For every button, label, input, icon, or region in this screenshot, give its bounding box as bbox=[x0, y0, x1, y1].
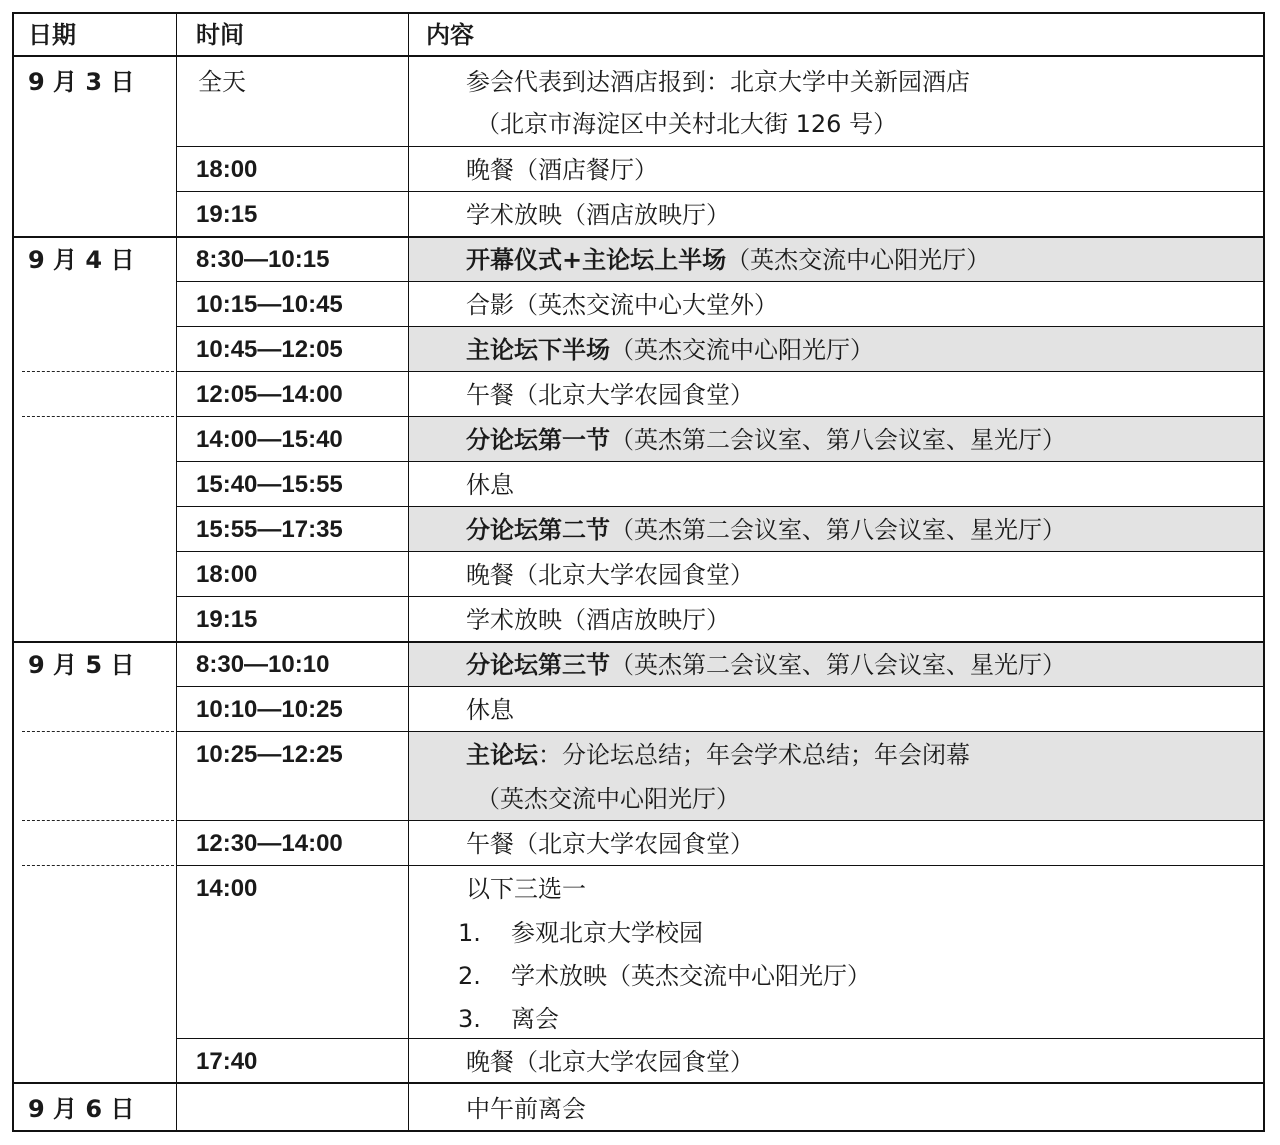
dashed-divider bbox=[22, 416, 174, 417]
row-divider bbox=[176, 371, 1263, 372]
row-divider bbox=[176, 551, 1263, 552]
time-cell: 19:15 bbox=[196, 606, 258, 633]
content-text: （英杰交流中心阳光厅） bbox=[610, 336, 874, 364]
column-divider bbox=[408, 14, 409, 1130]
date-cell: 9 月 3 日 bbox=[28, 68, 135, 96]
content-cell bbox=[466, 245, 990, 275]
highlight-label: 分论坛第一节 bbox=[466, 426, 610, 454]
header-content: 内容 bbox=[426, 21, 474, 49]
row-divider bbox=[176, 146, 1263, 147]
content-cell: 学术放映（酒店放映厅） bbox=[466, 606, 730, 634]
content-cell-line2: （北京市海淀区中关村北大街 126 号） bbox=[476, 110, 898, 138]
highlight-label: 主论坛下半场 bbox=[466, 336, 610, 364]
row-divider bbox=[14, 55, 1263, 57]
row-divider bbox=[14, 236, 1263, 238]
option-number: 2. bbox=[458, 962, 481, 990]
time-cell: 10:25—12:25 bbox=[196, 741, 343, 768]
content-cell: 休息 bbox=[466, 696, 514, 724]
content-cell: 午餐（北京大学农园食堂） bbox=[466, 381, 754, 409]
content-text: （英杰第二会议室、第八会议室、星光厅） bbox=[610, 426, 1066, 454]
content-cell bbox=[466, 740, 970, 770]
time-cell: 15:55—17:35 bbox=[196, 516, 343, 543]
dashed-divider bbox=[22, 731, 174, 732]
content-cell: 中午前离会 bbox=[466, 1095, 586, 1123]
time-cell: 14:00 bbox=[196, 875, 258, 902]
time-cell: 10:10—10:25 bbox=[196, 696, 343, 723]
content-cell bbox=[466, 515, 1066, 545]
column-divider bbox=[176, 14, 177, 1130]
highlight-label: 分论坛第二节 bbox=[466, 516, 610, 544]
row-divider bbox=[14, 1082, 1263, 1084]
content-cell-line2: （英杰交流中心阳光厅） bbox=[476, 785, 740, 813]
row-divider bbox=[176, 731, 1263, 732]
row-divider bbox=[176, 596, 1263, 597]
row-divider bbox=[176, 461, 1263, 462]
content-cell: 休息 bbox=[466, 471, 514, 499]
time-cell: 19:15 bbox=[196, 201, 258, 228]
content-cell bbox=[466, 335, 874, 365]
row-divider bbox=[176, 1038, 1263, 1039]
date-cell: 9 月 5 日 bbox=[28, 651, 135, 679]
time-cell: 8:30—10:15 bbox=[196, 246, 330, 273]
content-cell: 午餐（北京大学农园食堂） bbox=[466, 830, 754, 858]
row-divider bbox=[176, 326, 1263, 327]
time-cell: 10:45—12:05 bbox=[196, 336, 343, 363]
option-text: 参观北京大学校园 bbox=[511, 919, 703, 947]
time-cell: 8:30—10:10 bbox=[196, 651, 330, 678]
option-number: 3. bbox=[458, 1005, 481, 1033]
content-cell: 参会代表到达酒店报到：北京大学中关新园酒店 bbox=[466, 68, 970, 96]
row-divider bbox=[176, 865, 1263, 866]
time-cell: 12:05—14:00 bbox=[196, 381, 343, 408]
highlight-label: 开幕仪式+主论坛上半场 bbox=[466, 246, 727, 274]
option-number: 1. bbox=[458, 919, 481, 947]
date-cell: 9 月 6 日 bbox=[28, 1095, 135, 1123]
row-divider bbox=[176, 281, 1263, 282]
content-cell: 以下三选一 bbox=[466, 875, 586, 903]
time-cell: 全天 bbox=[198, 68, 246, 96]
time-cell: 14:00—15:40 bbox=[196, 426, 343, 453]
option-text: 学术放映（英杰交流中心阳光厅） bbox=[511, 962, 871, 990]
content-text: （英杰第二会议室、第八会议室、星光厅） bbox=[610, 516, 1066, 544]
header-date: 日期 bbox=[28, 21, 76, 49]
option-text: 离会 bbox=[511, 1005, 559, 1033]
row-divider bbox=[176, 191, 1263, 192]
time-cell: 12:30—14:00 bbox=[196, 830, 343, 857]
dashed-divider bbox=[22, 865, 174, 866]
time-cell: 10:15—10:45 bbox=[196, 291, 343, 318]
content-cell: 学术放映（酒店放映厅） bbox=[466, 201, 730, 229]
header-time: 时间 bbox=[196, 21, 244, 49]
content-cell bbox=[466, 425, 1066, 455]
row-divider bbox=[176, 686, 1263, 687]
content-cell bbox=[466, 650, 1066, 680]
row-divider bbox=[176, 820, 1263, 821]
content-text: （英杰第二会议室、第八会议室、星光厅） bbox=[610, 651, 1066, 679]
row-divider bbox=[176, 416, 1263, 417]
highlight-label: 主论坛 bbox=[466, 741, 538, 769]
row-divider bbox=[14, 641, 1263, 643]
time-cell: 18:00 bbox=[196, 156, 258, 183]
content-text: ：分论坛总结；年会学术总结；年会闭幕 bbox=[538, 741, 970, 769]
date-cell: 9 月 4 日 bbox=[28, 246, 135, 274]
time-cell: 18:00 bbox=[196, 561, 258, 588]
dashed-divider bbox=[22, 371, 174, 372]
schedule-table bbox=[12, 12, 1265, 1132]
dashed-divider bbox=[22, 820, 174, 821]
content-cell: 晚餐（北京大学农园食堂） bbox=[466, 1048, 754, 1076]
content-cell: 晚餐（北京大学农园食堂） bbox=[466, 561, 754, 589]
highlight-label: 分论坛第三节 bbox=[466, 651, 610, 679]
time-cell: 15:40—15:55 bbox=[196, 471, 343, 498]
time-cell: 17:40 bbox=[196, 1048, 258, 1075]
content-text: （英杰交流中心阳光厅） bbox=[726, 246, 991, 274]
row-divider bbox=[176, 506, 1263, 507]
content-cell: 晚餐（酒店餐厅） bbox=[466, 156, 658, 184]
content-cell: 合影（英杰交流中心大堂外） bbox=[466, 291, 778, 319]
